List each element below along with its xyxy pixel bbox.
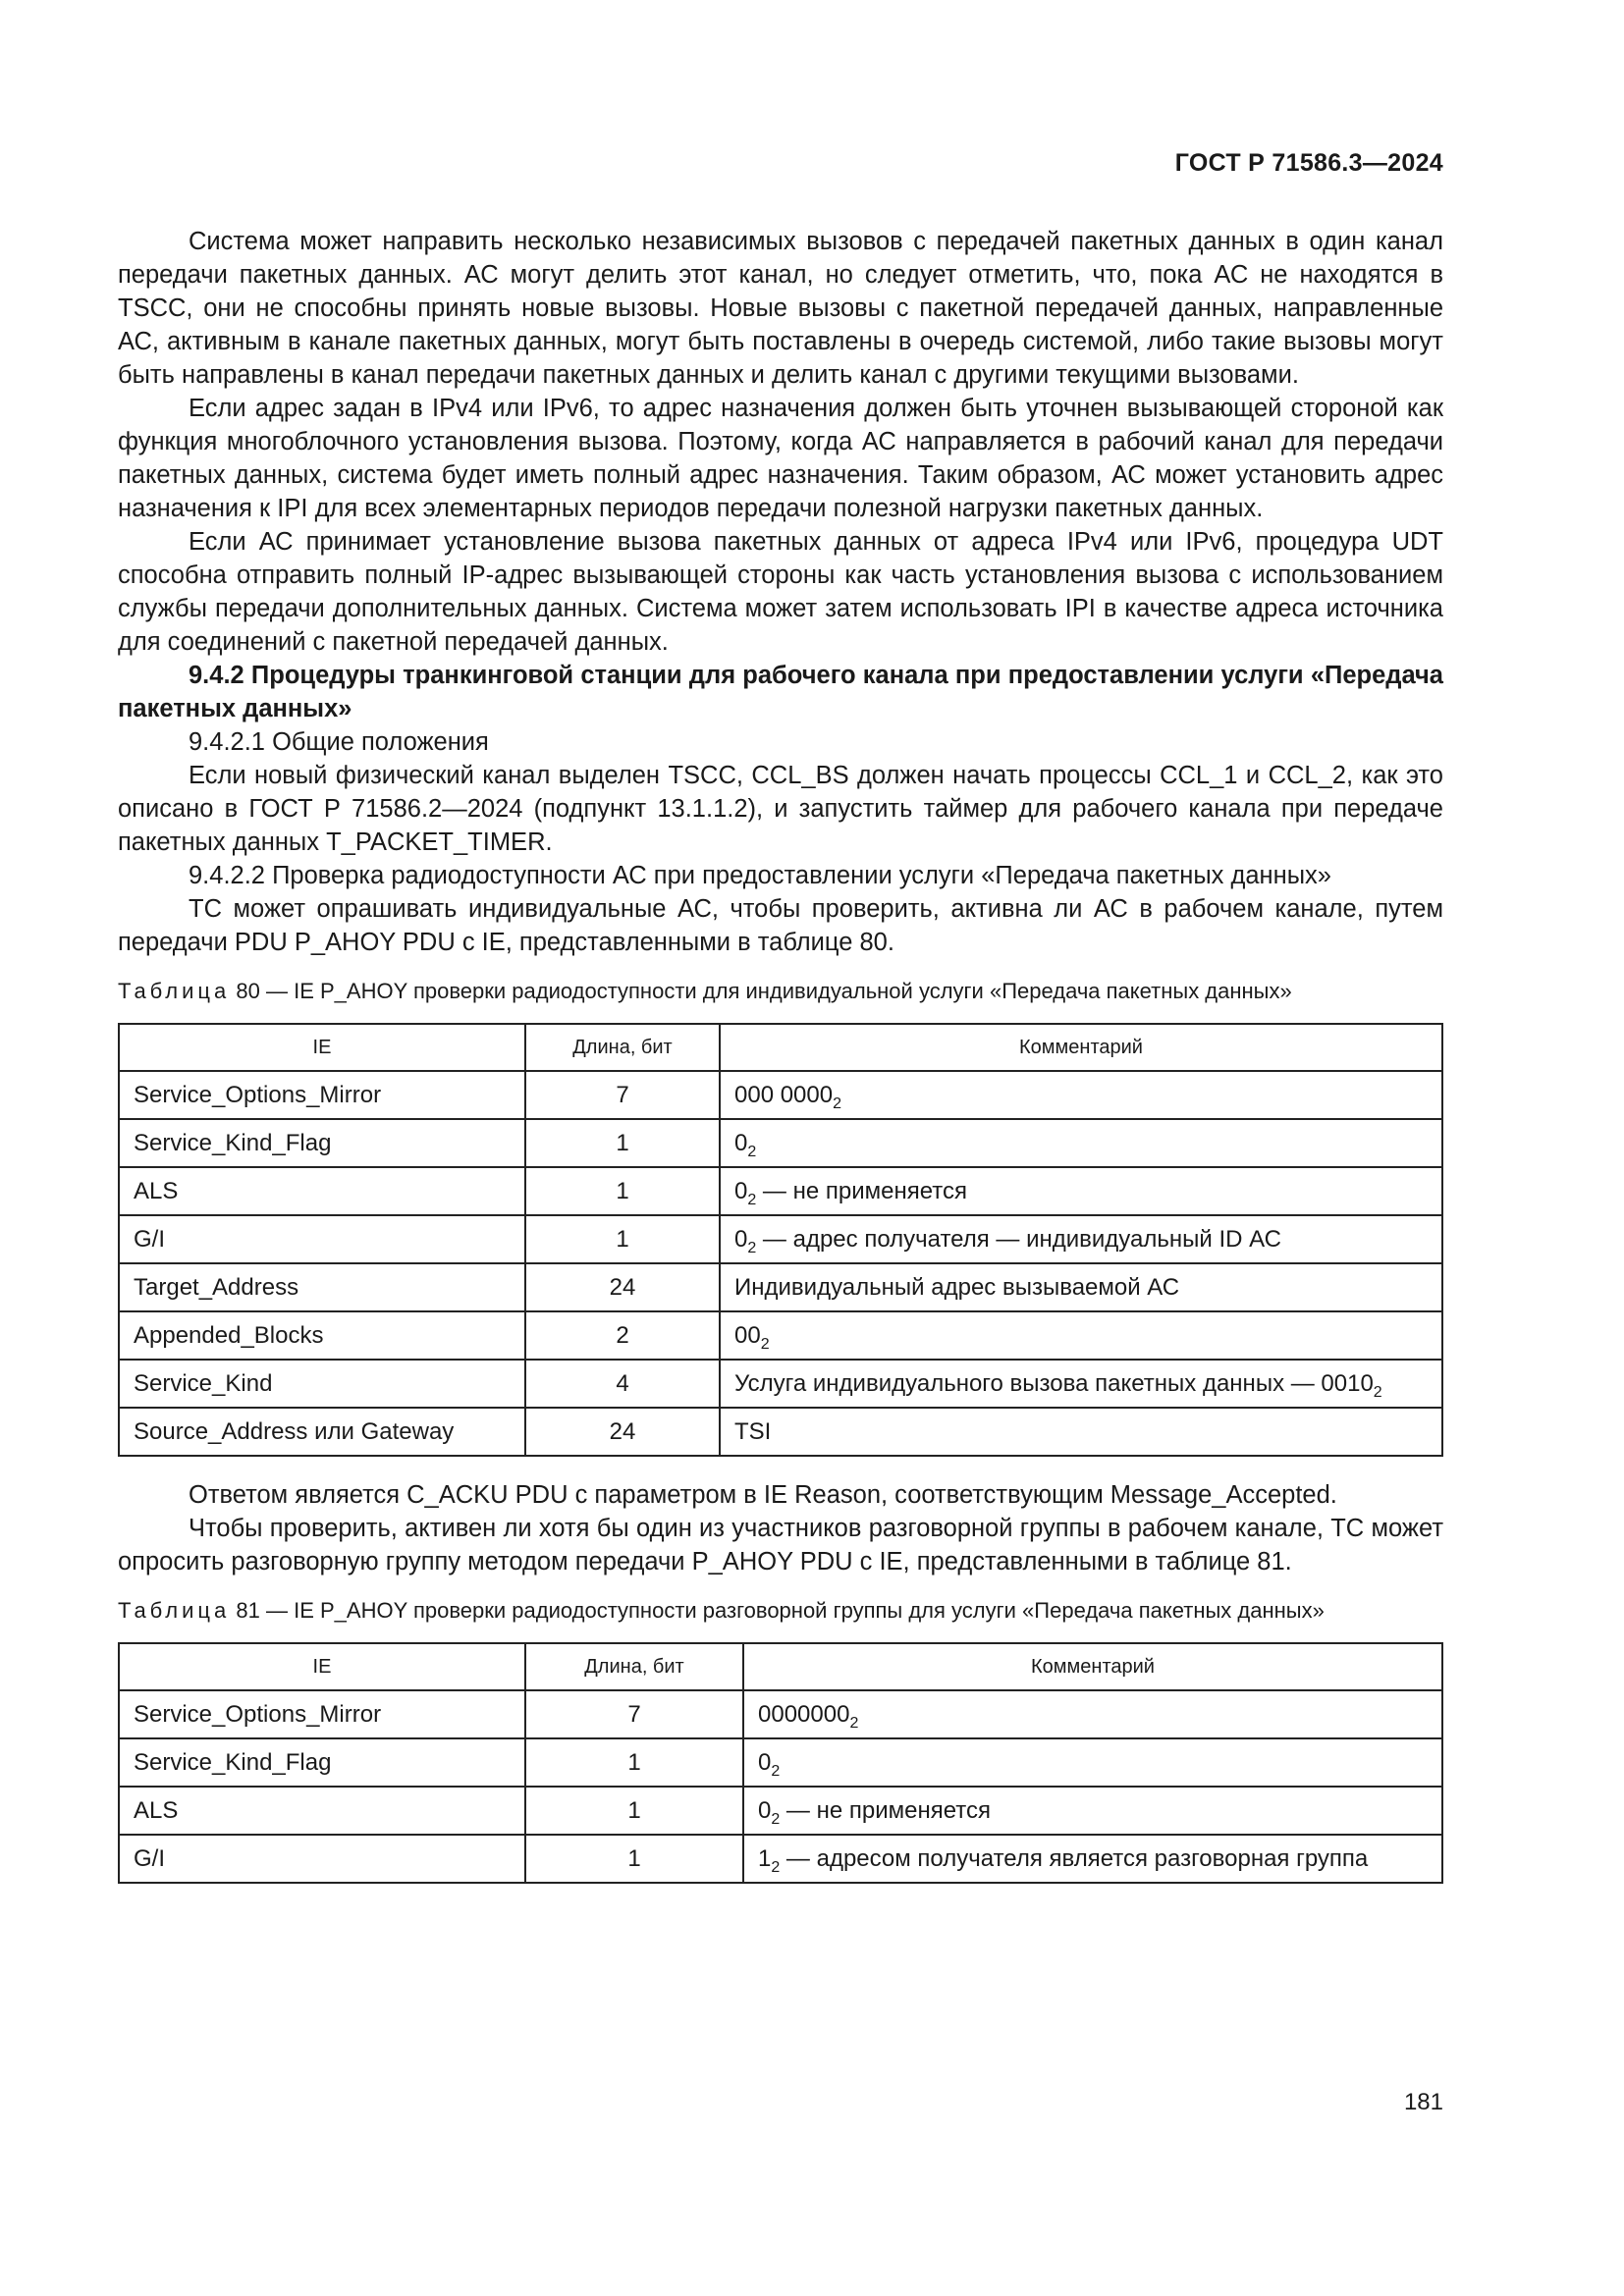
comment-text: 0000000 (758, 1700, 850, 1728)
length-cell: 24 (525, 1263, 720, 1311)
document-page (118, 0, 1443, 2296)
comment-cell (720, 1071, 1442, 1119)
ie-cell: Service_Options_Mirror (119, 1690, 525, 1738)
column-header: Длина, бит (525, 1024, 720, 1071)
length-cell: 1 (525, 1215, 720, 1263)
comment-text: 0 (758, 1748, 772, 1776)
table-80-caption (118, 977, 1443, 1005)
caption-text: 80 — IE P_AHOY проверки радиодоступности для индивидуальной услуги «Передача пакетных данных» (236, 979, 1292, 1003)
paragraph: ТС может опрашивать индивидуальные АС, чтобы проверить, активна ли АС в рабочем канале, путем передачи PDU P_AHOY PDU с IE, представленными в таблице 80. (118, 895, 1443, 956)
comment-cell (720, 1119, 1442, 1167)
ie-cell: Service_Kind_Flag (119, 1119, 525, 1167)
ie-cell: Source_Address или Gateway (119, 1408, 525, 1456)
table-row (119, 1167, 1442, 1215)
ie-cell: ALS (119, 1787, 525, 1835)
table-80 (118, 1023, 1443, 1457)
comment-cell (720, 1215, 1442, 1263)
table-row (119, 1263, 1442, 1311)
comment-tail: — не применяется (756, 1177, 967, 1204)
table-row (119, 1071, 1442, 1119)
subscript: 2 (747, 1239, 757, 1256)
paragraph: Если адрес задан в IPv4 или IPv6, то адрес назначения должен быть уточнен вызывающей стороной как функция многоблочного установления вызова. Поэтому, когда АС направляется в рабочий канал для передачи пакетных данных, система будет иметь полный адрес назначения. Таким образом, АС может установить адрес назначения к IPI для всех элементарных периодов передачи полезной нагрузки пакетных данных. (118, 395, 1443, 522)
caption-label: Таблица (118, 1598, 231, 1623)
comment-text: Услуга индивидуального вызова пакетных данных — 0010 (734, 1369, 1374, 1397)
comment-cell (743, 1787, 1442, 1835)
subscript: 2 (833, 1095, 842, 1112)
comment-text: 0 (734, 1225, 748, 1253)
column-header: Комментарий (743, 1643, 1442, 1690)
page-number: 181 (1403, 2089, 1443, 2115)
ie-cell: G/I (119, 1835, 525, 1883)
ie-cell: Target_Address (119, 1263, 525, 1311)
subscript: 2 (1373, 1383, 1382, 1401)
subscript: 2 (771, 1762, 781, 1780)
comment-cell (743, 1835, 1442, 1883)
ie-cell: Service_Options_Mirror (119, 1071, 525, 1119)
table-row (119, 1787, 1442, 1835)
subscript: 2 (849, 1714, 859, 1732)
length-cell: 7 (525, 1690, 743, 1738)
caption-label: Таблица (118, 979, 231, 1003)
subscript: 2 (747, 1143, 757, 1160)
length-cell: 1 (525, 1738, 743, 1787)
table-81-caption (118, 1596, 1443, 1625)
comment-text: 000 0000 (734, 1081, 834, 1108)
ie-cell: Service_Kind (119, 1360, 525, 1408)
comment-text: TSI (734, 1417, 772, 1445)
subscript: 2 (760, 1335, 770, 1353)
column-header: Длина, бит (525, 1643, 743, 1690)
paragraph: Чтобы проверить, активен ли хотя бы один из участников разговорной группы в рабочем канале, ТС может опросить разговорную группу методом передачи P_AHOY PDU с IE, представленными в таблице 81. (118, 1515, 1443, 1575)
paragraph: Система может направить несколько независимых вызовов с передачей пакетных данных в один канал передачи пакетных данных. АС могут делить этот канал, но следует отметить, что, пока АС не находятся в TSCC, они не способны принять новые вызовы. Новые вызовы с пакетной передачей данных, направленные АС, активным в канале пакетных данных, могут быть поставлены в очередь системой, либо такие вызовы могут быть направлены в канал передачи пакетных данных и делить канал с другими текущими вызовами. (118, 228, 1443, 389)
comment-tail: — адресом получателя является разговорная группа (780, 1844, 1369, 1872)
comment-text: 0 (758, 1796, 772, 1824)
subscript: 2 (771, 1858, 781, 1876)
length-cell: 4 (525, 1360, 720, 1408)
caption-text: 81 — IE P_AHOY проверки радиодоступности разговорной группы для услуги «Передача пакетных данных» (236, 1598, 1325, 1623)
table-row (119, 1835, 1442, 1883)
paragraph: Если АС принимает установление вызова пакетных данных от адреса IPv4 или IPv6, процедура UDT способна отправить полный IP-адрес вызывающей стороны как часть установления вызова с использованием службы передачи дополнительных данных. Система может затем использовать IPI в качестве адреса источника для соединений с пакетной передачей данных. (118, 528, 1443, 656)
comment-cell (720, 1167, 1442, 1215)
comment-text: 1 (758, 1844, 772, 1872)
comment-text: 00 (734, 1321, 761, 1349)
comment-text: 0 (734, 1129, 748, 1156)
ie-cell: Appended_Blocks (119, 1311, 525, 1360)
length-cell: 1 (525, 1167, 720, 1215)
table-row (119, 1360, 1442, 1408)
table-row (119, 1311, 1442, 1360)
subsection-title: 9.4.2.1 Общие положения (189, 728, 489, 756)
comment-cell (720, 1408, 1442, 1456)
length-cell: 1 (525, 1119, 720, 1167)
length-cell: 2 (525, 1311, 720, 1360)
subsection-title: 9.4.2.2 Проверка радиодоступности АС при предоставлении услуги «Передача пакетных данных» (189, 862, 1331, 889)
comment-text: Индивидуальный адрес вызываемой АС (734, 1273, 1180, 1301)
document-header: ГОСТ Р 71586.3—2024 (1174, 149, 1443, 177)
table-row (119, 1119, 1442, 1167)
paragraph: Если новый физический канал выделен TSCC, CCL_BS должен начать процессы CCL_1 и CCL_2, как это описано в ГОСТ Р 71586.2—2024 (подпункт 13.1.1.2), и запустить таймер для рабочего канала при передаче пакетных данных T_PACKET_TIMER. (118, 762, 1443, 856)
table-header-row (119, 1024, 1442, 1071)
comment-text: 0 (734, 1177, 748, 1204)
table-row (119, 1408, 1442, 1456)
subscript: 2 (747, 1191, 757, 1208)
column-header: IE (119, 1024, 525, 1071)
table-row (119, 1738, 1442, 1787)
table-row (119, 1215, 1442, 1263)
length-cell: 7 (525, 1071, 720, 1119)
table-header-row (119, 1643, 1442, 1690)
comment-tail: — не применяется (780, 1796, 991, 1824)
ie-cell: ALS (119, 1167, 525, 1215)
table-row (119, 1690, 1442, 1738)
length-cell: 24 (525, 1408, 720, 1456)
subscript: 2 (771, 1810, 781, 1828)
comment-cell (743, 1690, 1442, 1738)
table-81 (118, 1642, 1443, 1884)
document-body (118, 225, 1443, 1884)
paragraph: Ответом является C_ACKU PDU с параметром в IE Reason, соответствующим Message_Accepted. (189, 1481, 1337, 1509)
length-cell: 1 (525, 1835, 743, 1883)
column-header: Комментарий (720, 1024, 1442, 1071)
comment-cell (743, 1738, 1442, 1787)
comment-tail: — адрес получателя — индивидуальный ID АС (756, 1225, 1281, 1253)
comment-cell (720, 1311, 1442, 1360)
ie-cell: G/I (119, 1215, 525, 1263)
column-header: IE (119, 1643, 525, 1690)
comment-cell (720, 1360, 1442, 1408)
ie-cell: Service_Kind_Flag (119, 1738, 525, 1787)
section-heading: 9.4.2 Процедуры транкинговой станции для рабочего канала при предоставлении услуги «Передача пакетных данных» (118, 662, 1443, 722)
length-cell: 1 (525, 1787, 743, 1835)
comment-cell (720, 1263, 1442, 1311)
